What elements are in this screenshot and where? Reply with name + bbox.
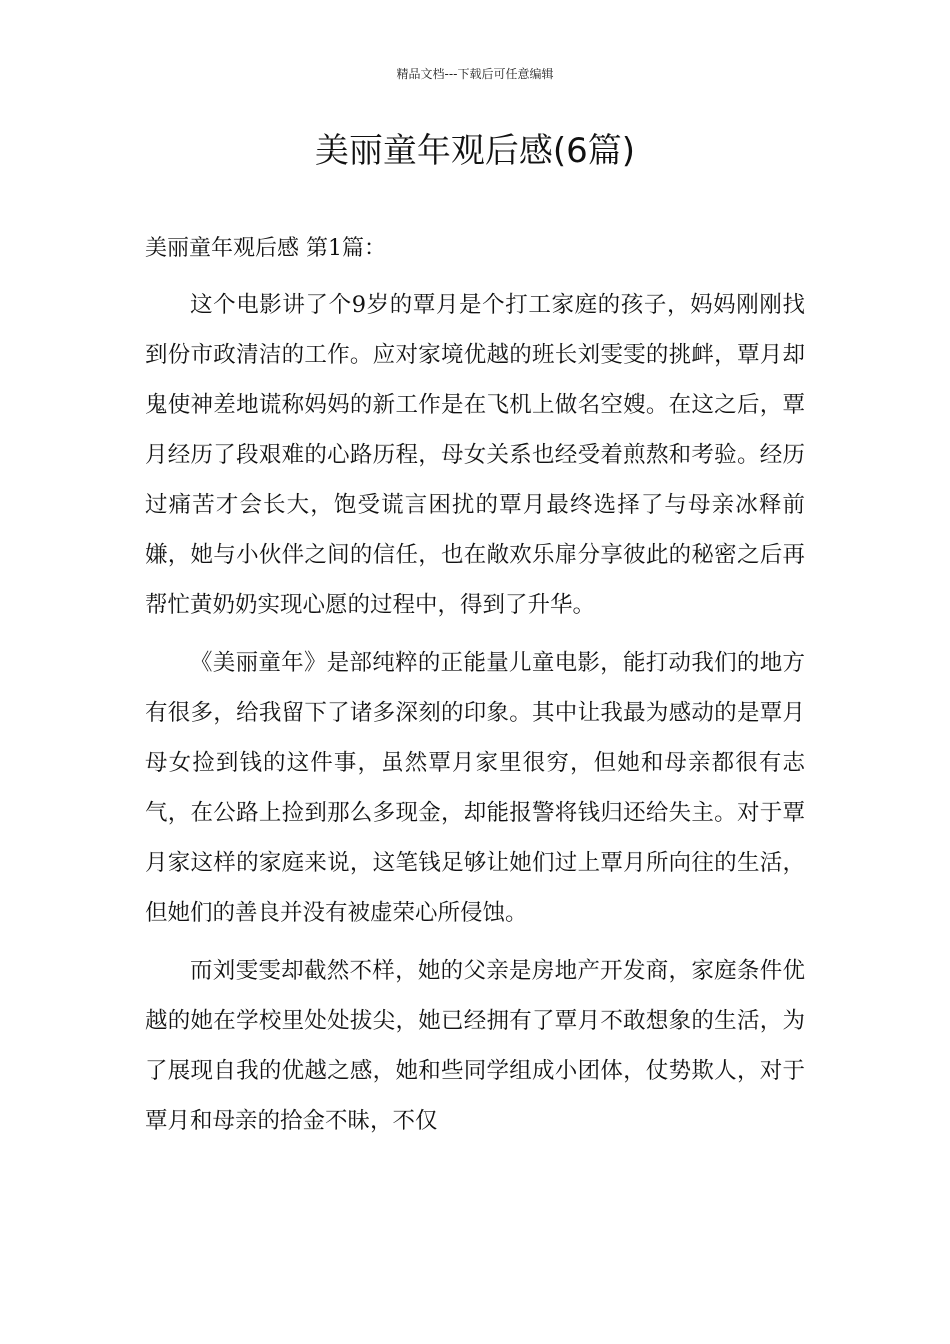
paragraph: 而刘雯雯却截然不样，她的父亲是房地产开发商，家庭条件优越的她在学校里处处拔尖，她已经拥有了覃月不敢想象的生活，为了展现自我的优越之感，她和些同学组成小团体，仗势欺人，对于覃月和母亲的拾金不昧，不仅	[145, 958, 805, 1134]
document-title: 美丽童年观后感(6篇)	[314, 131, 636, 171]
body-text	[145, 280, 805, 1154]
paragraph: 这个电影讲了个9岁的覃月是个打工家庭的孩子，妈妈刚刚找到份市政清洁的工作。应对家境优越的班长刘雯雯的挑衅，覃月却鬼使神差地谎称妈妈的新工作是在飞机上做名空嫂。在这之后，覃月经历了段艰难的心路历程，母女关系也经受着煎熬和考验。经历过痛苦才会长大，饱受谎言困扰的覃月最终选择了与母亲冰释前嫌，她与小伙伴之间的信任，也在敞欢乐扉分享彼此的秘密之后再帮忙黄奶奶实现心愿的过程中，得到了升华。	[145, 292, 805, 618]
section-heading: 美丽童年观后感 第1篇：	[145, 236, 386, 261]
paragraph: 《美丽童年》是部纯粹的正能量儿童电影，能打动我们的地方有很多，给我留下了诸多深刻的印象。其中让我最为感动的是覃月母女捡到钱的这件事，虽然覃月家里很穷，但她和母亲都很有志气，在公路上捡到那么多现金，却能报警将钱归还给失主。对于覃月家这样的家庭来说，这笔钱足够让她们过上覃月所向往的生活，但她们的善良并没有被虚荣心所侵蚀。	[145, 650, 805, 926]
header-note: 精品文档---下载后可任意编辑	[396, 67, 554, 81]
